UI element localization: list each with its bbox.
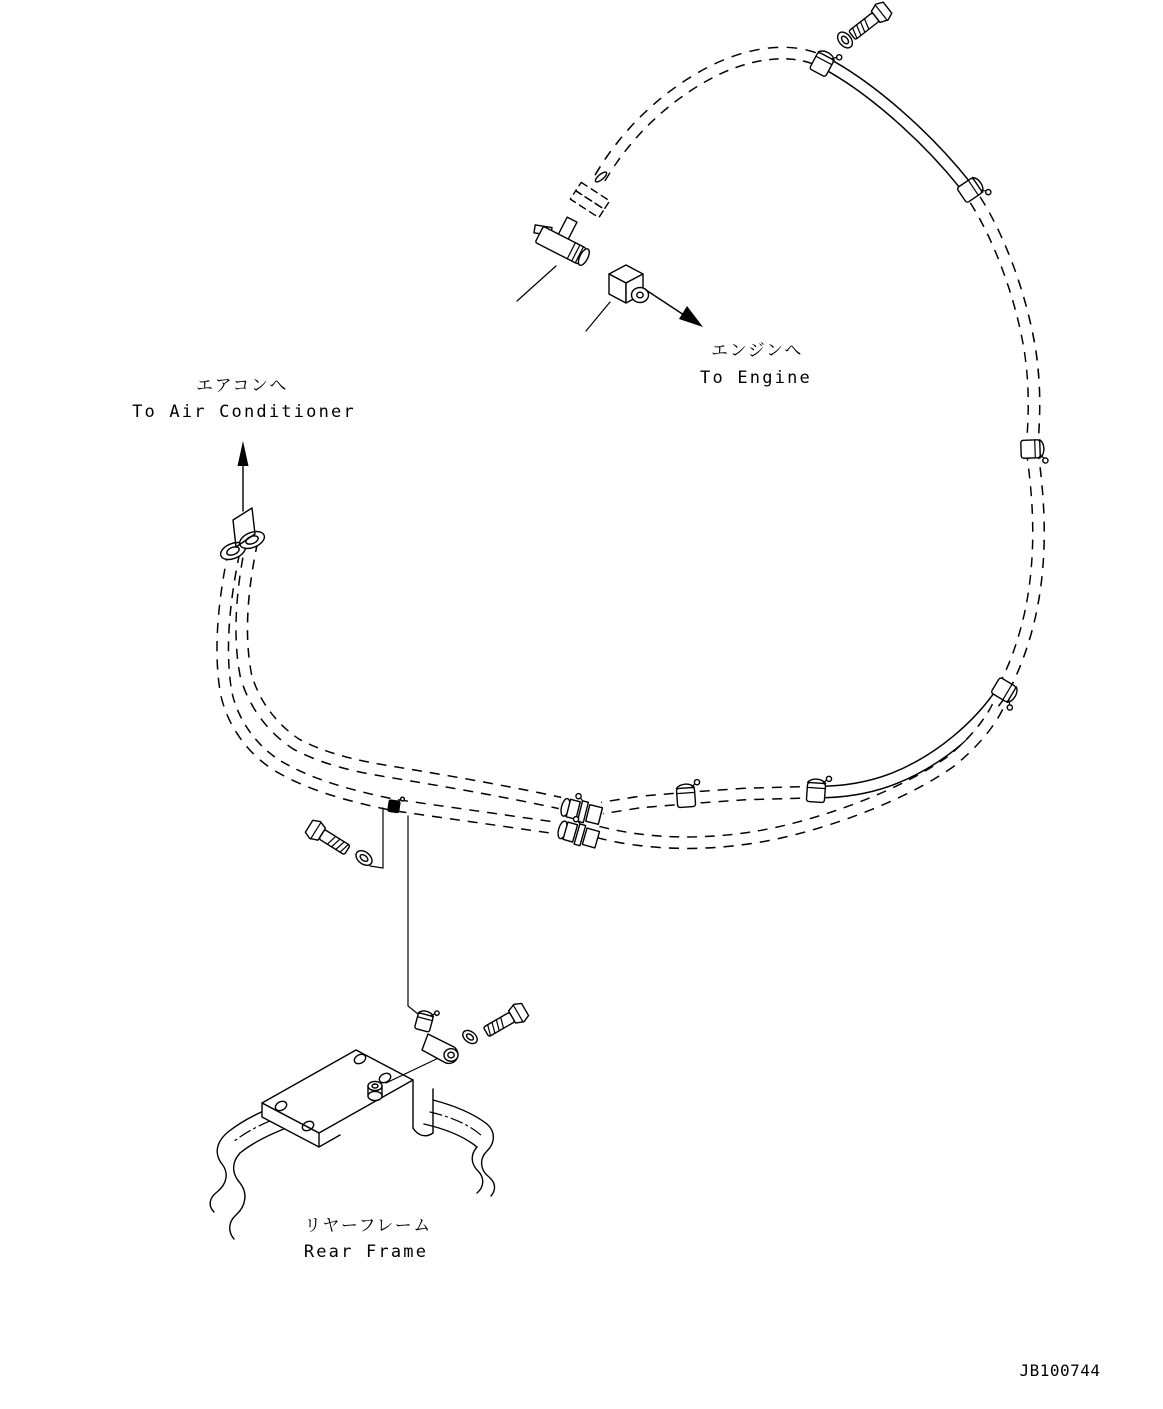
leader-line xyxy=(408,816,418,1014)
leader-line xyxy=(517,266,556,301)
arrow-to-air-conditioner xyxy=(238,441,249,511)
label-to-air-conditioner-ja: エアコンへ xyxy=(196,376,288,396)
elbow-block-fitting xyxy=(609,265,649,303)
hose-clamp xyxy=(414,1006,439,1033)
charge-valve-fitting xyxy=(528,206,600,267)
leader-line xyxy=(586,302,610,331)
ac-hose-loop xyxy=(594,53,1039,808)
label-rear-frame-ja: リヤーフレーム xyxy=(304,1216,432,1236)
clamp-link xyxy=(422,1034,458,1063)
bolt xyxy=(304,818,353,859)
ac-hose-right xyxy=(242,541,560,803)
ac-hose-lower-run xyxy=(598,706,998,843)
mount-bracket xyxy=(262,1050,449,1147)
label-to-engine-ja: エンジンへ xyxy=(711,341,803,361)
label-to-engine-en: To Engine xyxy=(700,368,812,388)
washer xyxy=(460,1028,479,1046)
label-to-air-conditioner-en: To Air Conditioner xyxy=(132,402,356,422)
connector-sleeve xyxy=(570,182,609,217)
washer xyxy=(353,848,375,869)
label-rear-frame-en: Rear Frame xyxy=(303,1242,429,1262)
drawing-code: JB100744 xyxy=(1019,1361,1101,1380)
bolt xyxy=(481,1001,530,1041)
arrow-to-engine xyxy=(646,290,703,327)
bolt xyxy=(846,0,894,43)
